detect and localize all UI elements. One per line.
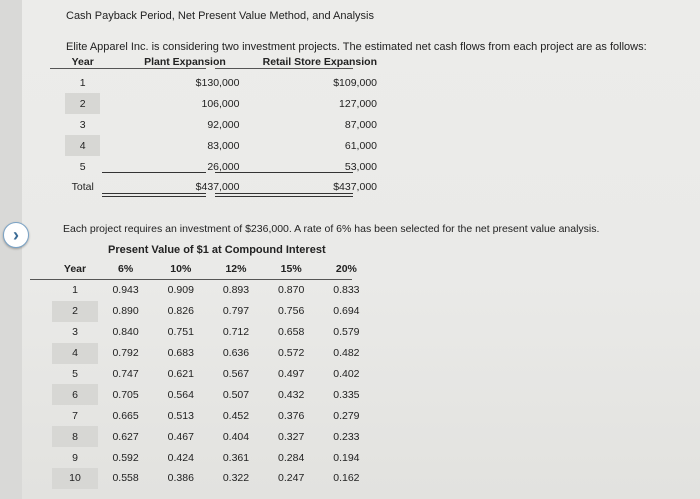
year-cell: 2	[65, 93, 100, 114]
plant-cell: 92,000	[207, 118, 240, 131]
pv-factor-cell: 0.452	[222, 409, 250, 422]
pv-factor-cell: 0.402	[333, 368, 360, 380]
plant-cell: 26,000	[207, 160, 240, 173]
pv-year-cell: 3	[72, 326, 78, 339]
table-row	[52, 468, 374, 489]
pv-factor-cell: 0.636	[222, 347, 250, 360]
cash-flow-table	[65, 52, 377, 197]
subtotal-line-plant	[102, 172, 206, 173]
investment-note: Each project requires an investment of $236,000. A rate of 6% has been selected for the net present value analysis.	[63, 223, 600, 235]
pv-factor-cell: 0.572	[278, 347, 305, 360]
pv-factor-cell: 0.404	[222, 430, 250, 443]
pv-factor-cell: 0.665	[112, 409, 139, 422]
pv-factor-cell: 0.327	[278, 430, 305, 443]
table-row	[52, 343, 374, 364]
pv-factor-cell: 0.627	[112, 430, 139, 443]
column-header-year: Year	[71, 56, 94, 68]
pv-year-cell: 1	[72, 284, 78, 297]
pv-factor-cell: 0.247	[278, 472, 305, 485]
table-row	[65, 72, 377, 93]
pv-factor-cell: 0.797	[222, 305, 250, 318]
column-header-plant: Plant Expansion	[144, 56, 226, 68]
pv-year-cell: 2	[52, 301, 98, 322]
header-underline-year	[50, 68, 110, 69]
retail-cell: 61,000	[344, 139, 377, 152]
cash-flow-header-row	[65, 52, 377, 72]
retail-cell: $109,000	[333, 76, 377, 89]
pv-year-cell: 8	[52, 426, 98, 447]
page-title: Cash Payback Period, Net Present Value Method, and Analysis	[66, 10, 374, 22]
retail-cell: 53,000	[344, 160, 377, 173]
pv-factor-cell: 0.756	[278, 305, 305, 318]
plant-cell: 106,000	[201, 97, 240, 110]
pv-factor-cell: 0.467	[167, 430, 194, 443]
pv-year-cell: 6	[52, 384, 98, 405]
pv-factor-cell: 0.870	[278, 284, 305, 297]
table-row	[52, 384, 374, 405]
pv-factor-cell: 0.507	[222, 388, 250, 401]
pv-factor-cell: 0.579	[333, 326, 360, 339]
pv-factor-cell: 0.909	[167, 284, 194, 297]
pv-factor-cell: 0.497	[278, 368, 305, 380]
retail-cell: 87,000	[344, 118, 377, 131]
pv-header-6: 6%	[118, 263, 134, 275]
column-gap	[239, 52, 256, 72]
document-sheet	[22, 0, 700, 499]
table-row	[65, 135, 377, 156]
pv-factor-cell: 0.376	[278, 409, 305, 422]
table-row	[52, 301, 374, 322]
double-underline-plant	[102, 193, 206, 197]
pv-factor-cell: 0.432	[278, 388, 305, 401]
pv-factor-cell: 0.567	[222, 368, 250, 380]
chevron-right-icon[interactable]: ›	[3, 222, 29, 248]
pv-factor-cell: 0.826	[167, 305, 194, 318]
pv-year-cell: 7	[72, 409, 78, 422]
header-underline-plant	[102, 68, 206, 69]
retail-total: $437,000	[333, 181, 377, 193]
pv-factor-cell: 0.361	[222, 451, 250, 464]
pv-table-title: Present Value of $1 at Compound Interest	[108, 244, 326, 256]
table-row	[52, 447, 374, 468]
pv-factor-cell: 0.482	[333, 347, 360, 360]
pv-factor-cell: 0.943	[112, 284, 139, 297]
pv-header-10: 10%	[170, 263, 192, 275]
plant-total: $437,000	[195, 181, 240, 193]
pv-factor-cell: 0.284	[278, 451, 305, 464]
column-header-retail: Retail Store Expansion	[262, 56, 377, 68]
table-row	[65, 114, 377, 135]
year-cell: 1	[79, 76, 86, 89]
table-row	[65, 93, 377, 114]
year-cell: 3	[79, 118, 86, 131]
pv-factor-cell: 0.712	[222, 326, 250, 339]
table-row	[52, 426, 374, 447]
intro-text: Elite Apparel Inc. is considering two investment projects. The estimated net cash flows from each project are as follows:	[66, 41, 647, 53]
table-row	[52, 322, 374, 343]
pv-year-cell: 9	[72, 451, 78, 464]
retail-cell: 127,000	[339, 97, 377, 110]
pv-factor-cell: 0.747	[112, 368, 139, 380]
pv-factor-cell: 0.751	[167, 326, 194, 339]
pv-factor-cell: 0.705	[112, 388, 139, 401]
double-underline-retail	[215, 193, 353, 197]
pv-factor-cell: 0.840	[112, 326, 139, 339]
pv-factor-cell: 0.322	[222, 472, 250, 485]
pv-header-20: 20%	[335, 263, 357, 275]
pv-factor-cell: 0.890	[112, 305, 139, 318]
table-row	[52, 280, 374, 301]
pv-year-cell: 4	[52, 343, 98, 364]
pv-factor-cell: 0.658	[278, 326, 305, 339]
pv-factor-cell: 0.833	[333, 284, 360, 297]
pv-header-15: 15%	[280, 263, 302, 275]
pv-factor-cell: 0.513	[167, 409, 194, 422]
pv-factor-cell: 0.424	[167, 451, 194, 464]
pv-factor-cell: 0.792	[112, 347, 139, 360]
subtotal-line-retail	[215, 172, 353, 173]
pv-header-12: 12%	[225, 263, 247, 275]
pv-factor-cell: 0.694	[333, 305, 360, 318]
pv-factor-cell: 0.386	[167, 472, 194, 485]
plant-cell: $130,000	[195, 76, 240, 89]
pv-factor-cell: 0.621	[167, 368, 194, 380]
table-row	[52, 405, 374, 426]
pv-factor-cell: 0.564	[167, 388, 194, 401]
present-value-table	[52, 258, 374, 489]
pv-year-cell: 10	[52, 468, 98, 489]
pv-header-year: Year	[63, 263, 87, 275]
pv-header-underline	[30, 279, 352, 280]
table-row	[52, 364, 374, 385]
pv-factor-cell: 0.279	[333, 409, 360, 422]
pv-factor-cell: 0.194	[333, 451, 360, 464]
pv-factor-cell: 0.893	[222, 284, 250, 297]
pv-factor-cell: 0.592	[112, 451, 139, 464]
pv-factor-cell: 0.162	[333, 472, 360, 485]
header-underline-retail	[215, 68, 353, 69]
total-label: Total	[71, 181, 94, 193]
table-row	[65, 156, 377, 177]
pv-table-body	[52, 280, 374, 489]
pv-factor-cell: 0.335	[333, 388, 360, 401]
pv-factor-cell: 0.558	[112, 472, 139, 485]
plant-cell: 83,000	[207, 139, 240, 152]
year-cell: 5	[79, 160, 86, 173]
pv-factor-cell: 0.233	[333, 430, 360, 443]
year-cell: 4	[65, 135, 100, 156]
pv-year-cell: 5	[72, 368, 78, 380]
pv-header-row	[52, 258, 374, 280]
pv-factor-cell: 0.683	[167, 347, 194, 360]
